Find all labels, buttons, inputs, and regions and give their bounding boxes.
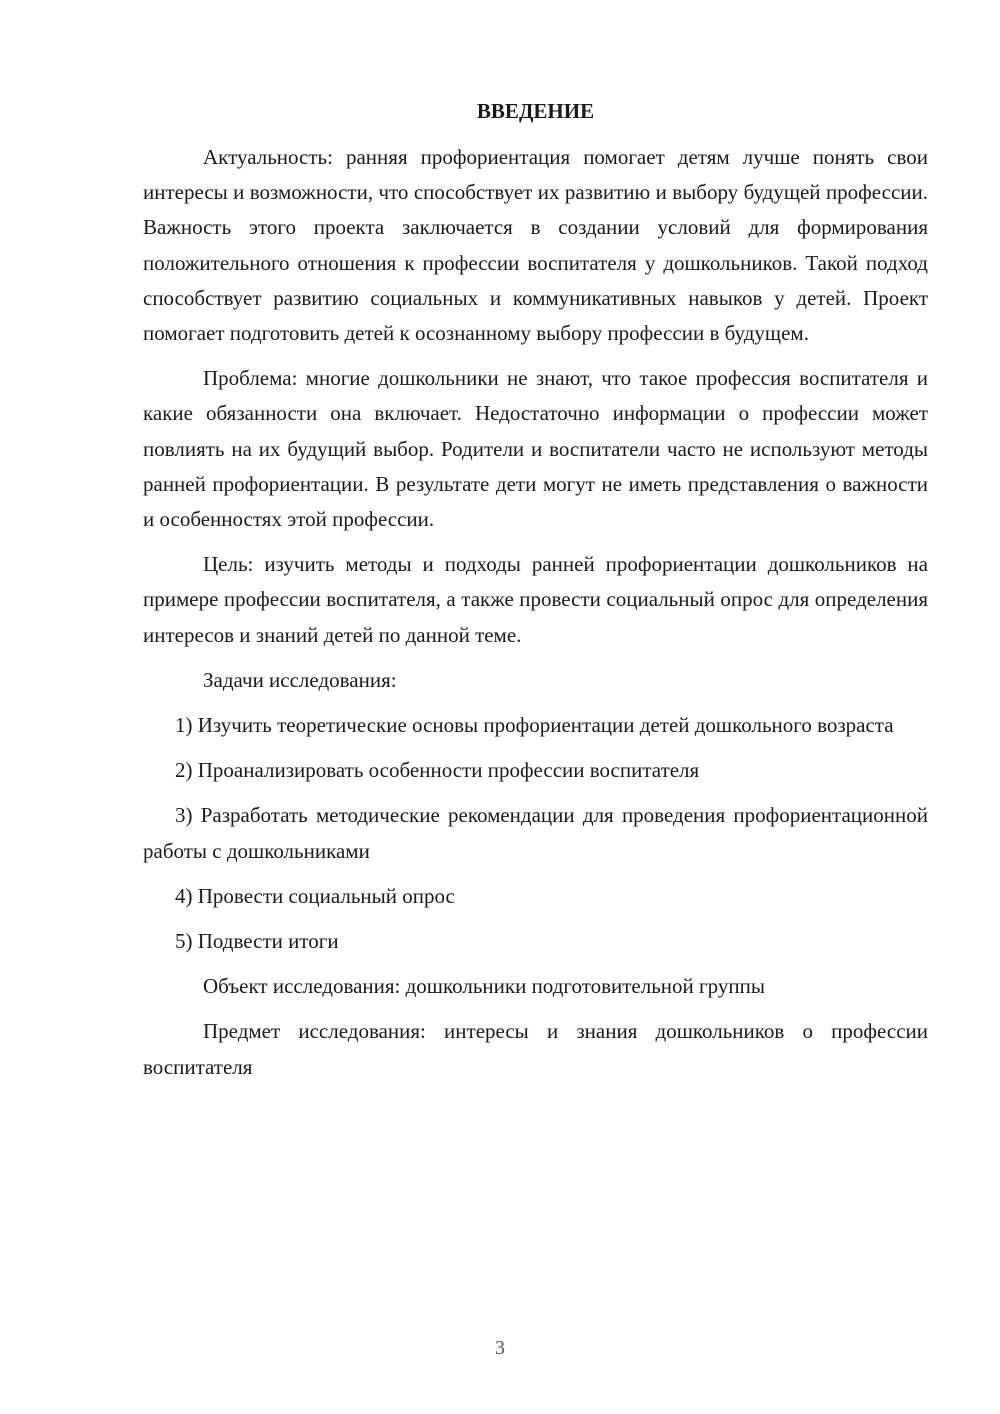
task-item-3: 3) Разработать методические рекомендации для проведения профориентационной работы с дошкольниками	[143, 803, 928, 863]
page-number: 3	[495, 1337, 505, 1359]
subject-paragraph: Предмет исследования: интересы и знания дошкольников о профессии воспитателя	[143, 1019, 928, 1079]
task-item-2: 2) Проанализировать особенности профессии воспитателя	[175, 758, 700, 783]
document-page	[143, 96, 928, 1095]
goal-paragraph: Цель: изучить методы и подходы ранней профориентации дошкольников на примере профессии воспитателя, а также провести социальный опрос для определения интересов и знаний детей по данной теме.	[143, 552, 928, 647]
task-item-4: 4) Провести социальный опрос	[175, 883, 455, 908]
object-paragraph: Объект исследования: дошкольники подготовительной группы	[203, 974, 765, 999]
relevance-paragraph: Актуальность: ранняя профориентация помогает детям лучше понять свои интересы и возможности, что способствует их развитию и выбору будущей профессии. Важность этого проекта заключается в создании условий для формирования положительного отношения к профессии воспитателя у дошкольников. Такой подход способствует развитию социальных и коммуникативных навыков у детей. Проект помогает подготовить детей к осознанному выбору профессии в будущем.	[143, 145, 928, 346]
problem-paragraph: Проблема: многие дошкольники не знают, что такое профессия воспитателя и какие обязанности она включает. Недостаточно информации о профессии может повлиять на их будущий выбор. Родители и воспитатели часто не используют методы ранней профориентации. В результате дети могут не иметь представления о важности и особенностях этой профессии.	[143, 366, 928, 532]
task-item-5: 5) Подвести итоги	[175, 929, 339, 954]
task-item-1: 1) Изучить теоретические основы профориентации детей дошкольного возраста	[175, 713, 894, 738]
tasks-title: Задачи исследования:	[203, 667, 397, 692]
section-heading: ВВЕДЕНИЕ	[476, 99, 595, 123]
